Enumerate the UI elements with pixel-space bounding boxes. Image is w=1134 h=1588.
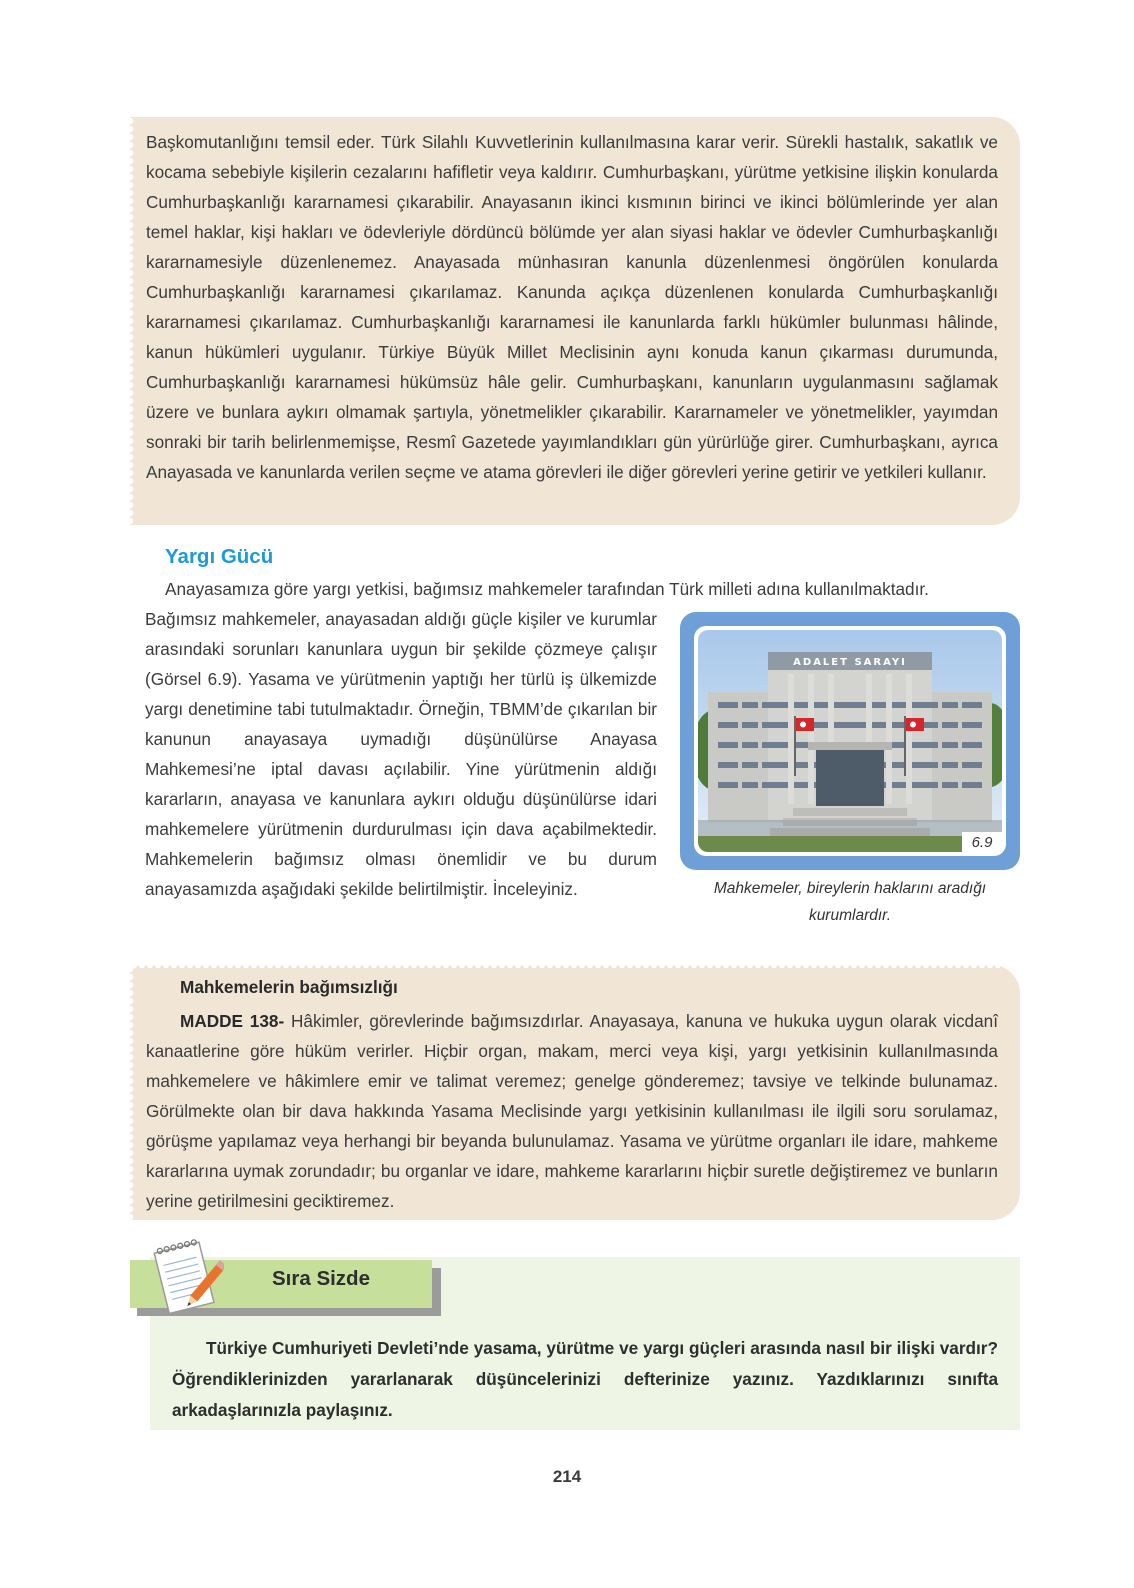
constitution-excerpt-box <box>130 117 1020 525</box>
article-138-box <box>130 965 1020 1220</box>
page-number: 214 <box>552 1467 582 1486</box>
article-label: MADDE 138- <box>180 1011 285 1031</box>
excerpt-paragraph: Başkomutanlığını temsil eder. Türk Silahlı Kuvvetlerinin kullanılmasına karar verir. Sürekli hastalık, sakatlık ve kocama sebebiyle kişilerin cezalarını hafifletir veya kaldırır. Cumhurbaşkanı, yürütme yetkisine ilişkin konularda Cumhurbaşkanlığı kararnamesi çıkarabilir. Anayasanın ikinci kısmının birinci ve ikinci bölümlerinde yer alan temel haklar, kişi hakları ve ödevleriyle dördüncü bölümde yer alan siyasi haklar ve ödevler Cumhurbaşkanlığı kararnamesiyle düzenlenemez. Anayasada münhasıran kanunla düzenlenmesi öngörülen konularda Cumhurbaşkanlığı kararnamesi çıkarılamaz. Kanunda açıkça düzenlenen konularda Cumhurbaşkanlığı kararnamesi çıkarılamaz. Cumhurbaşkanlığı kararnamesi ile kanunlarda farklı hükümler bulunması hâlinde, kanun hükümleri uygulanır. Türkiye Büyük Millet Meclisinin aynı konuda kanun çıkarması durumunda, Cumhurbaşkanlığı kararnamesi hükümsüz hâle gelir. Cumhurbaşkanı, kanunların uygulanmasını sağlamak üzere ve bunlara aykırı olmamak şartıyla, yönetmelikler çıkarabilir. Kararnameler ve yönetmelikler, yayımdan sonraki bir tarih belirlenmemişse, Resmî Gazetede yayımlandıkları gün yürürlüğe girer. Cumhurbaşkanı, ayrıca Anayasada ve kanunlarda verilen seçme ve atama görevleri ile diğer görevleri yerine getirir ve yetkileri kullanır. <box>146 132 998 482</box>
courthouse-photo <box>694 626 1006 856</box>
courthouse-photo-frame <box>680 612 1020 870</box>
article-heading: Mahkemelerin bağımsızlığı <box>180 977 398 997</box>
activity-text: Türkiye Cumhuriyeti Devleti’nde yasama, yürütme ve yargı güçleri arasında nasıl bir ilişki vardır? Öğrendiklerinizden yararlanarak düşüncelerinizi defterinize yazınız. Yazdıklarınızı sınıfta arkadaşlarınızla paylaşınız. <box>172 1338 998 1420</box>
section-body-paragraph: Bağımsız mahkemeler, anayasadan aldığı güçle kişiler ve kurumlar arasındaki sorunları kanunlara uygun bir şekilde çözmeye çalışır (Görsel 6.9). Yasama ve yürütmenin yaptığı her türlü iş ülkemizde yargı denetimine tabi tutulmaktadır. Örneğin, TBMM’de çıkarılan bir kanunun anayasaya uymadığı düşünülürse Anayasa Mahkemesi’ne iptal davası açılabilir. Yine yürütmenin aldığı kararların, anayasa ve kanunlara aykırı olduğu düşünülürse idari mahkemelere yürütmenin durdurulması için dava açabilmektedir. Mahkemelerin bağımsız olması önemlidir ve bu durum anayasamızda aşağıdaki şekilde belirtilmiştir. İnceleyiniz. <box>145 609 657 899</box>
activity-title: Sıra Sizde <box>272 1267 370 1290</box>
figure-caption: Mahkemeler, bireylerin haklarını aradığı kurumlardır. <box>713 880 987 924</box>
section-title: Yargı Gücü <box>165 545 274 568</box>
article-paragraph <box>146 1006 998 1216</box>
figure-number: 6.9 <box>962 832 1002 854</box>
section-intro-paragraph: Anayasamıza göre yargı yetkisi, bağımsız mahkemeler tarafından Türk milleti adına kullanılmaktadır. <box>165 579 929 599</box>
courthouse-illustration <box>698 630 1002 852</box>
notebook-pencil-icon <box>152 1236 224 1326</box>
building-sign: ADALET SARAYI <box>793 657 907 668</box>
article-text: Hâkimler, görevlerinde bağımsızdırlar. Anayasaya, kanuna ve hukuka uygun olarak vicdanî kanaatlerine göre hüküm verirler. Hiçbir organ, makam, merci veya kişi, yargı yetkisinin kullanılmasında mahkemelere ve hâkimlere emir ve talimat veremez; genelge gönderemez; tavsiye ve telkinde bulunamaz. Görülmekte olan bir dava hakkında Yasama Meclisinde yargı yetkisinin kullanılması ile ilgili soru sorulamaz, görüşme yapılamaz veya herhangi bir beyanda bulunulamaz. Yasama ve yürütme organları ile idare, mahkeme kararlarına uymak zorundadır; bu organlar ve idare, mahkeme kararlarını hiçbir suretle değiştiremez ve bunların yerine getirilmesini geciktiremez. <box>146 1011 998 1211</box>
